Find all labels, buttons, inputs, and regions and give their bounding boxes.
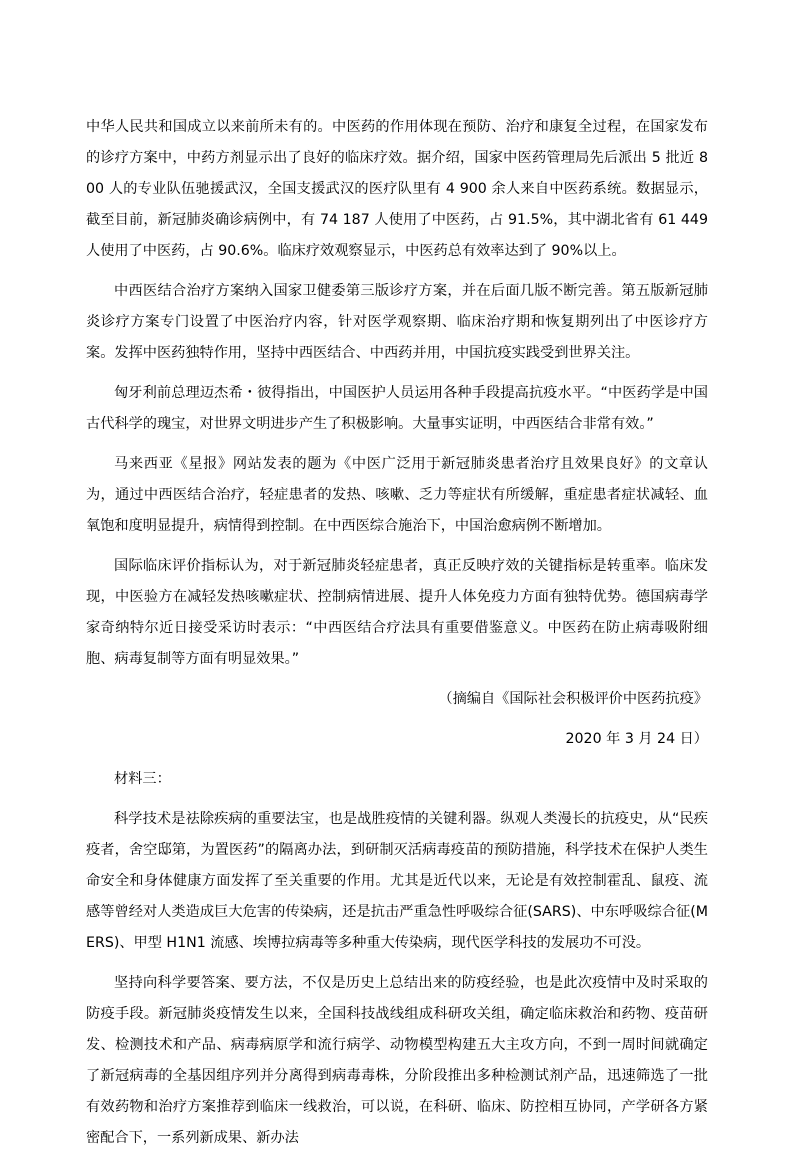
- paragraph-science-answers: 坚持向科学要答案、要方法，不仅是历史上总结出来的防疫经验，也是此次疫情中及时采取的防疫手段。新冠肺炎疫情发生以来，全国科技战线组成科研攻关组，确定临床救治和药物、疫苗研发、检测技术和产品、病毒病原学和流行病学、动物模型构建五大主攻方向，不到一周时间就确定了新冠病毒的全基因组序列并分离得到病毒毒株，分阶段推出多种检测试剂产品，迅速筛选了一批有效药物和治疗方案推荐到临床一线救治，可以说，在科研、临床、防控相互协同，产学研各方紧密配合下，一系列新成果、新办法: [86, 975, 708, 1146]
- material-three-heading: 材料三：: [114, 771, 171, 787]
- paragraph-science-technology: 科学技术是祛除疾病的重要法宝，也是战胜疫情的关键利器。纵观人类漫长的抗疫史，从“民疾疫者，舍空邸第，为置医药”的隔离办法，到研制灭活病毒疫苗的预防措施，科学技术在保护人类生命安全和身体健康方面发挥了至关重要的作用。尤其是近代以来，无论是有效控制霍乱、鼠疫、流感等曾经对人类造成巨大危害的传染病，还是抗击严重急性呼吸综合征(SARS)、中东呼吸综合征(MERS)、甲型 H1N1 流感、埃博拉病毒等多种重大传染病，现代医学科技的发展功不可没。: [86, 811, 708, 951]
- paragraph-integrated-treatment: 中西医结合治疗方案纳入国家卫健委第三版诊疗方案，并在后面几版不断完善。第五版新冠肺炎诊疗方案专门设置了中医治疗内容，针对医学观察期、临床治疗期和恢复期列出了中医诊疗方案。发挥中医药独特作用，坚持中西医结合、中西药并用，中国抗疫实践受到世界关注。: [86, 283, 708, 361]
- paragraph-clinical-evaluation: 国际临床评价指标认为，对于新冠肺炎轻症患者，真正反映疗效的关键指标是转重率。临床发现，中医验方在减轻发热咳嗽症状、控制病情进展、提升人体免疫力方面有独特优势。德国病毒学家奇纳特尔近日接受采访时表示：“中西医结合疗法具有重要借鉴意义。中医药在防止病毒吸附细胞、病毒复制等方面有明显效果。”: [86, 558, 708, 667]
- paragraph-hungary-quote: 匈牙利前总理迈杰希・彼得指出，中国医护人员运用各种手段提高抗疫水平。“中医药学是中国古代科学的瑰宝，对世界文明进步产生了积极影响。大量事实证明，中西医结合非常有效。”: [86, 385, 708, 432]
- source-date: 2020 年 3 月 24 日）: [565, 731, 708, 747]
- source-citation: （摘编自《国际社会积极评价中医药抗疫》: [438, 691, 708, 707]
- paragraph-continued: 中华人民共和国成立以来前所未有的。中医药的作用体现在预防、治疗和康复全过程，在国家发布的诊疗方案中，中药方剂显示出了良好的临床疗效。据介绍，国家中医药管理局先后派出 5 批近 800 人的专业队伍驰援武汉，全国支援武汉的医疗队里有 4 900 余人来自中医药系统。数据显示，截至目前，新冠肺炎确诊病例中，有 74 187 人使用了中医药，占 91.5%，其中湖北省有 61 449 人使用了中医药，占 90.6%。临床疗效观察显示，中医药总有效率达到了 90%以上。: [86, 119, 708, 259]
- paragraph-malaysia-star: 马来西亚《星报》网站发表的题为《中医广泛用于新冠肺炎患者治疗且效果良好》的文章认为，通过中西医结合治疗，轻症患者的发热、咳嗽、乏力等症状有所缓解，重症患者症状减轻、血氧饱和度明显提升，病情得到控制。在中西医综合施治下，中国治愈病例不断增加。: [86, 456, 708, 534]
